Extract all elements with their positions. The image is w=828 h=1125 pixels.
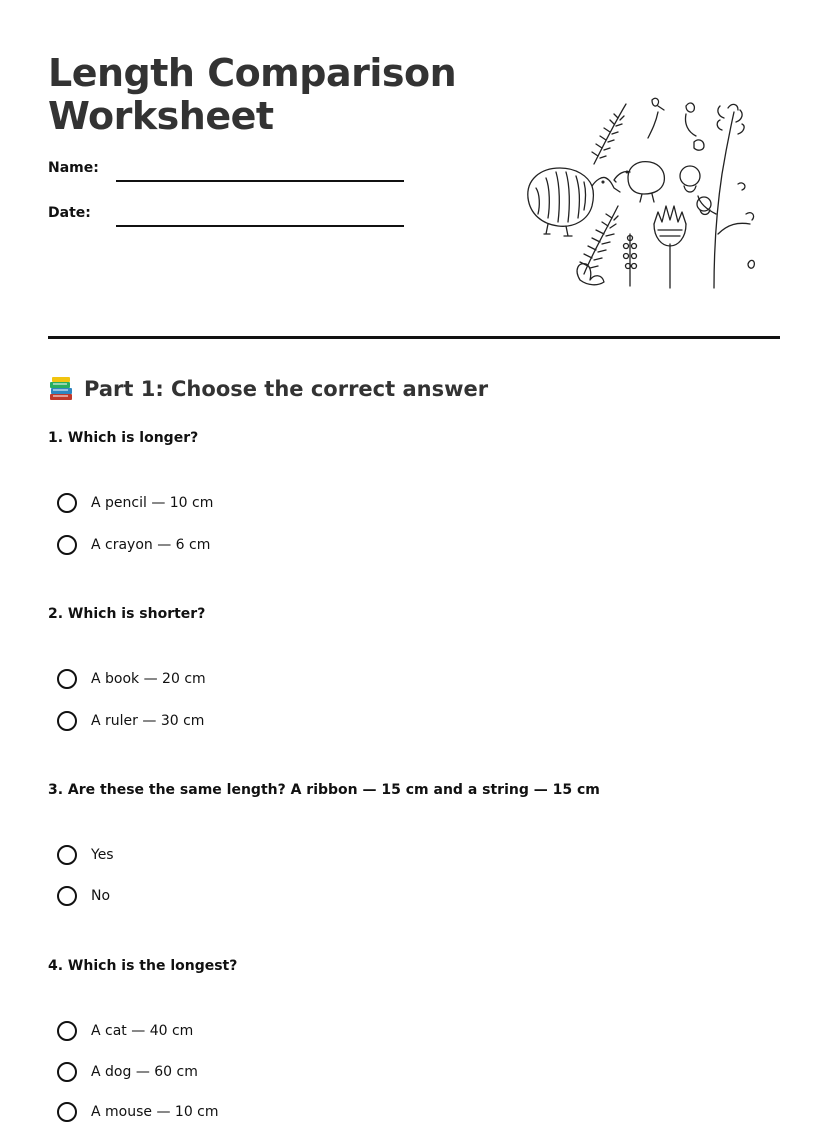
option-label: A dog — 60 cm	[91, 1064, 198, 1080]
option-book[interactable]	[57, 666, 206, 692]
option-label: No	[91, 888, 111, 904]
worksheet-title: Length Comparison Worksheet	[48, 51, 457, 138]
name-line[interactable]	[116, 180, 404, 182]
large-kiwi-icon	[528, 168, 620, 236]
radio-button[interactable]	[57, 845, 77, 865]
radio-button[interactable]	[57, 493, 77, 513]
date-field	[48, 205, 408, 235]
radio-button[interactable]	[57, 535, 77, 555]
seed-icon	[652, 98, 664, 110]
date-line[interactable]	[116, 225, 404, 227]
option-yes[interactable]	[57, 842, 114, 868]
part1-heading	[48, 374, 488, 404]
option-label: A crayon — 6 cm	[91, 537, 211, 553]
radio-button[interactable]	[57, 1062, 77, 1082]
option-label: A cat — 40 cm	[91, 1023, 194, 1039]
kiwi-birds-and-plants-illustration	[518, 94, 764, 294]
option-no[interactable]	[57, 883, 110, 909]
part1-heading-text: Part 1: Choose the correct answer	[84, 377, 489, 401]
radio-button[interactable]	[57, 711, 77, 731]
bud-icon	[694, 140, 704, 150]
radio-button[interactable]	[57, 669, 77, 689]
option-label: A ruler — 30 cm	[91, 713, 205, 729]
option-pencil[interactable]	[57, 490, 213, 516]
radio-button[interactable]	[57, 1102, 77, 1122]
question-3: 3. Are these the same length? A ribbon — 15 cm and a string — 15 cm	[48, 782, 600, 798]
option-ruler[interactable]	[57, 708, 204, 734]
header-divider	[48, 336, 780, 339]
option-dog[interactable]	[57, 1059, 198, 1085]
books-icon	[48, 376, 74, 402]
name-field	[48, 160, 408, 190]
option-crayon[interactable]	[57, 532, 210, 558]
seed-head-plant-icon	[680, 104, 754, 288]
name-label: Name:	[48, 160, 99, 176]
question-2: 2. Which is shorter?	[48, 606, 206, 622]
fern-icon	[592, 104, 626, 164]
date-label: Date:	[48, 205, 91, 221]
option-label: A pencil — 10 cm	[91, 495, 214, 511]
fern-bottom-icon	[577, 206, 618, 285]
option-cat[interactable]	[57, 1018, 193, 1044]
question-4: 4. Which is the longest?	[48, 958, 238, 974]
option-mouse[interactable]	[57, 1099, 219, 1125]
flower-spike-icon	[624, 234, 637, 286]
option-label: A book — 20 cm	[91, 671, 206, 687]
twig-icon	[648, 112, 658, 138]
option-label: A mouse — 10 cm	[91, 1104, 219, 1120]
question-1: 1. Which is longer?	[48, 430, 199, 446]
leaf-sprig-icon	[685, 103, 696, 136]
option-label: Yes	[91, 847, 114, 863]
radio-button[interactable]	[57, 1021, 77, 1041]
small-kiwi-icon	[614, 162, 664, 202]
radio-button[interactable]	[57, 886, 77, 906]
thistle-icon	[654, 206, 686, 288]
